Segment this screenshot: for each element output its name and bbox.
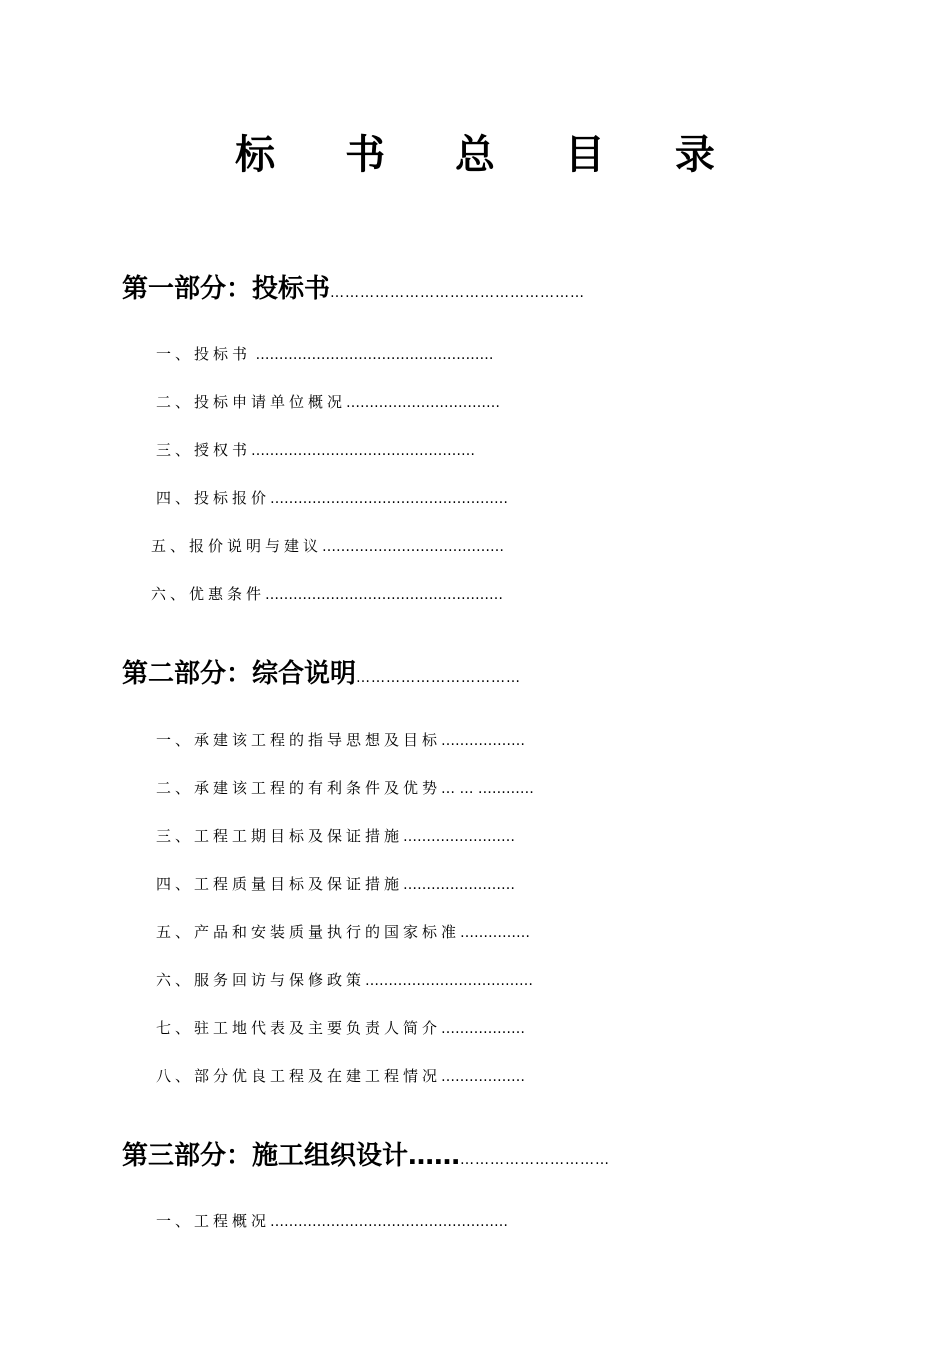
toc-entry-leader: ……………………………	[346, 395, 501, 411]
toc-entry-leader: ………………………………	[365, 973, 534, 989]
toc-entry-label: 一、承建该工程的指导思想及目标	[156, 731, 442, 749]
toc-entry-leader: … … …………	[441, 781, 534, 797]
toc-entry-label: 五、报价说明与建议	[151, 537, 323, 555]
toc-entry-leader: ……………………………………………	[270, 491, 509, 507]
toc-entry-label: 二、投标申请单位概况	[156, 393, 347, 411]
toc-entry-leader: …………………………………	[322, 539, 505, 555]
toc-entry-label: 七、驻工地代表及主要负责人简介	[156, 1019, 442, 1037]
toc-entry-label: 五、产品和安装质量执行的国家标准	[156, 923, 461, 941]
toc-entry	[156, 1017, 525, 1040]
part-1-heading-text: 第一部分：投标书	[122, 274, 331, 304]
part-1-heading	[122, 271, 585, 311]
toc-entry-leader: ………………	[441, 1021, 526, 1037]
toc-entry	[151, 535, 504, 558]
toc-entry-label: 一、投标书	[156, 345, 252, 363]
toc-entry-label: 四、工程质量目标及保证措施	[156, 875, 404, 893]
toc-entry-label: 一、工程概况	[156, 1212, 271, 1230]
part-2-heading-leader: ……………………………	[356, 670, 522, 686]
toc-entry	[156, 777, 534, 800]
toc-entry	[156, 969, 533, 992]
toc-entry-label: 八、部分优良工程及在建工程情况	[156, 1067, 442, 1085]
toc-entry-leader: …………………………………………	[251, 443, 476, 459]
toc-entry-leader: ………………	[441, 733, 526, 749]
toc-entry	[156, 729, 525, 752]
toc-entry-leader: ……………………………………………	[265, 587, 504, 603]
toc-entry-leader: ……………………	[403, 877, 516, 893]
toc-entry	[156, 391, 500, 414]
toc-entry-leader: ……………………………………………	[270, 1214, 509, 1230]
toc-entry	[156, 1210, 508, 1233]
toc-entry-leader: ……………………………………………	[251, 347, 494, 363]
toc-entry-label: 三、授权书	[156, 441, 252, 459]
toc-entry	[156, 1065, 525, 1088]
part-3-heading-text: 第三部分：施工组织设计……	[122, 1141, 461, 1171]
toc-entry	[156, 873, 515, 896]
toc-entry	[156, 487, 508, 510]
toc-entry	[156, 921, 530, 944]
toc-entry-leader: ………………	[441, 1069, 526, 1085]
toc-entry-leader: ……………	[460, 925, 531, 941]
toc-entry	[151, 583, 503, 606]
part-1-heading-leader: ……………………………………………	[330, 285, 586, 301]
toc-entry-label: 四、投标报价	[156, 489, 271, 507]
part-2-heading-text: 第二部分：综合说明	[122, 659, 357, 689]
part-3-heading	[122, 1138, 610, 1178]
toc-entry-label: 六、优惠条件	[151, 585, 266, 603]
toc-entry-leader: ……………………	[403, 829, 516, 845]
toc-entry-label: 二、承建该工程的有利条件及优势	[156, 779, 442, 797]
toc-entry	[156, 825, 515, 848]
document-title: 标 书 总 目 录	[235, 132, 743, 178]
toc-entry-label: 六、服务回访与保修政策	[156, 971, 366, 989]
toc-entry	[156, 343, 493, 366]
part-2-heading	[122, 656, 521, 696]
part-3-heading-leader: …………………………	[460, 1152, 611, 1168]
toc-entry-label: 三、工程工期目标及保证措施	[156, 827, 404, 845]
toc-entry	[156, 439, 475, 462]
